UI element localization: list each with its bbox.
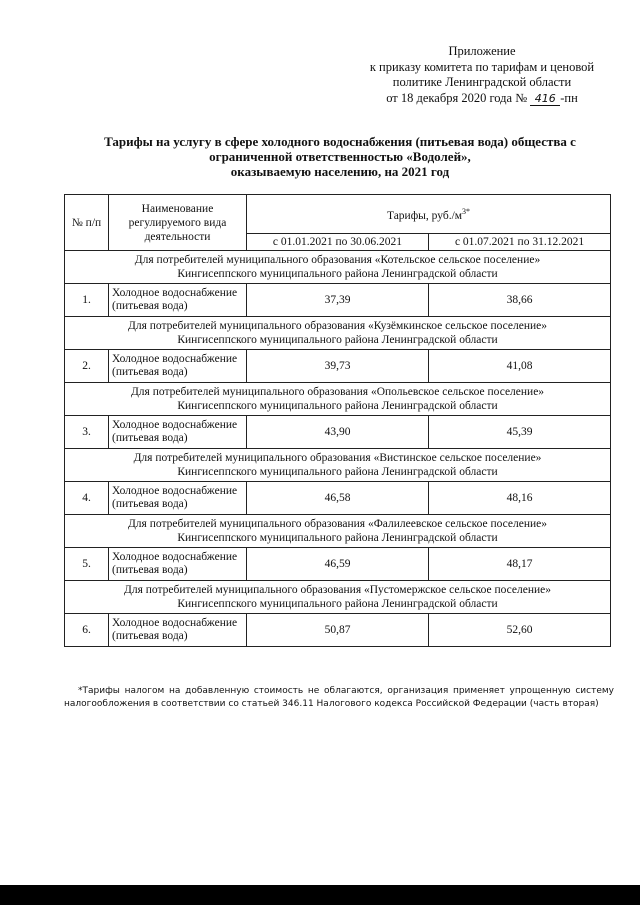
group-row (65, 251, 611, 284)
consumer-line-1: Для потребителей муниципального образования «Пустомержское сельское поселение» (123, 584, 552, 596)
document-title (60, 134, 620, 179)
consumer-group (65, 581, 611, 614)
appendix-date: от 18 декабря 2020 года № (386, 90, 528, 105)
group-row (65, 515, 611, 548)
row-activity (109, 482, 247, 515)
tariff-table (64, 194, 611, 647)
activity-line-1: Холодное водоснабжение (112, 419, 238, 431)
row-tariff-2: 48,16 (429, 482, 611, 515)
title-line-3: оказываемую населению, на 2021 год (230, 164, 450, 179)
table-row (65, 614, 611, 647)
consumer-group (65, 449, 611, 482)
row-tariff-2: 48,17 (429, 548, 611, 581)
table-row (65, 284, 611, 317)
row-num: 6. (65, 614, 109, 647)
row-tariff-2: 41,08 (429, 350, 611, 383)
row-tariff-1: 46,59 (247, 548, 429, 581)
row-tariff-1: 46,58 (247, 482, 429, 515)
header-tariffs-label: Тарифы, руб./м (386, 209, 463, 222)
activity-line-2: (питьевая вода) (112, 564, 188, 576)
row-activity (109, 548, 247, 581)
consumer-group (65, 251, 611, 284)
order-number: 416 (530, 93, 560, 106)
consumer-group (65, 515, 611, 548)
table-row (65, 482, 611, 515)
row-num: 1. (65, 284, 109, 317)
consumer-line-2: Кингисеппского муниципального района Ленинградской области (177, 400, 498, 412)
consumer-line-2: Кингисеппского муниципального района Ленинградской области (177, 268, 498, 280)
table-row (65, 350, 611, 383)
table-row (65, 416, 611, 449)
row-tariff-1: 50,87 (247, 614, 429, 647)
activity-line-1: Холодное водоснабжение (112, 551, 238, 563)
consumer-line-2: Кингисеппского муниципального района Ленинградской области (177, 334, 498, 346)
group-row (65, 449, 611, 482)
activity-line-2: (питьевая вода) (112, 300, 188, 312)
group-row (65, 317, 611, 350)
row-tariff-1: 43,90 (247, 416, 429, 449)
consumer-line-1: Для потребителей муниципального образования «Фалилеевское сельское поселение» (127, 518, 548, 530)
row-activity (109, 350, 247, 383)
appendix-order-line: к приказу комитета по тарифам и ценовой (369, 59, 595, 74)
appendix-header (362, 44, 602, 106)
row-activity (109, 416, 247, 449)
table-row (65, 548, 611, 581)
consumer-line-2: Кингисеппского муниципального района Ленинградской области (177, 532, 498, 544)
activity-line-1: Холодное водоснабжение (112, 617, 238, 629)
appendix-committee-line: политике Ленинградской области (392, 75, 572, 89)
consumer-line-1: Для потребителей муниципального образования «Вистинское сельское поселение» (133, 452, 542, 464)
consumer-line-2: Кингисеппского муниципального района Ленинградской области (177, 598, 498, 610)
consumer-line-2: Кингисеппского муниципального района Ленинградской области (177, 466, 498, 478)
header-num: № п/п (65, 195, 109, 251)
activity-line-2: (питьевая вода) (112, 630, 188, 642)
title-line-1: Тарифы на услугу в сфере холодного водоснабжения (питьевая вода) общества с (104, 134, 576, 149)
consumer-line-1: Для потребителей муниципального образования «Опольевское сельское поселение» (130, 386, 545, 398)
activity-line-2: (питьевая вода) (112, 432, 188, 444)
activity-line-2: (питьевая вода) (112, 366, 188, 378)
row-tariff-1: 39,73 (247, 350, 429, 383)
scan-edge-bar (0, 885, 640, 905)
activity-line-1: Холодное водоснабжение (112, 485, 238, 497)
row-num: 3. (65, 416, 109, 449)
row-num: 2. (65, 350, 109, 383)
consumer-line-1: Для потребителей муниципального образования «Кузёмкинское сельское поселение» (128, 320, 547, 332)
row-num: 4. (65, 482, 109, 515)
row-tariff-2: 38,66 (429, 284, 611, 317)
consumer-group (65, 383, 611, 416)
row-tariff-2: 45,39 (429, 416, 611, 449)
header-period-1: с 01.01.2021 по 30.06.2021 (247, 234, 429, 251)
row-tariff-1: 37,39 (247, 284, 429, 317)
activity-line-1: Холодное водоснабжение (112, 353, 238, 365)
header-tariffs (247, 195, 611, 234)
row-num: 5. (65, 548, 109, 581)
row-activity (109, 284, 247, 317)
consumer-group (65, 317, 611, 350)
consumer-line-1: Для потребителей муниципального образования «Котельское сельское поселение» (134, 254, 541, 266)
row-tariff-2: 52,60 (429, 614, 611, 647)
group-row (65, 581, 611, 614)
header-period-2: с 01.07.2021 по 31.12.2021 (429, 234, 611, 251)
activity-line-1: Холодное водоснабжение (112, 287, 238, 299)
tax-footnote: *Тарифы налогом на добавленную стоимость не облагаются, организация применяет упрощенную систему налогообложения в соответствии со статьей 346.11 Налогового кодекса Российской Федерации (часть вторая) (64, 686, 614, 709)
header-activity: Наименование регулируемого вида деятельности (109, 195, 247, 251)
row-activity (109, 614, 247, 647)
activity-line-2: (питьевая вода) (112, 498, 188, 510)
group-row (65, 383, 611, 416)
title-line-2: ограниченной ответственностью «Водолей», (209, 149, 471, 164)
appendix-label: Приложение (448, 44, 516, 58)
order-suffix: -пн (560, 90, 578, 105)
appendix-date-line (362, 91, 602, 107)
header-tariffs-sup: 3* (462, 206, 471, 216)
